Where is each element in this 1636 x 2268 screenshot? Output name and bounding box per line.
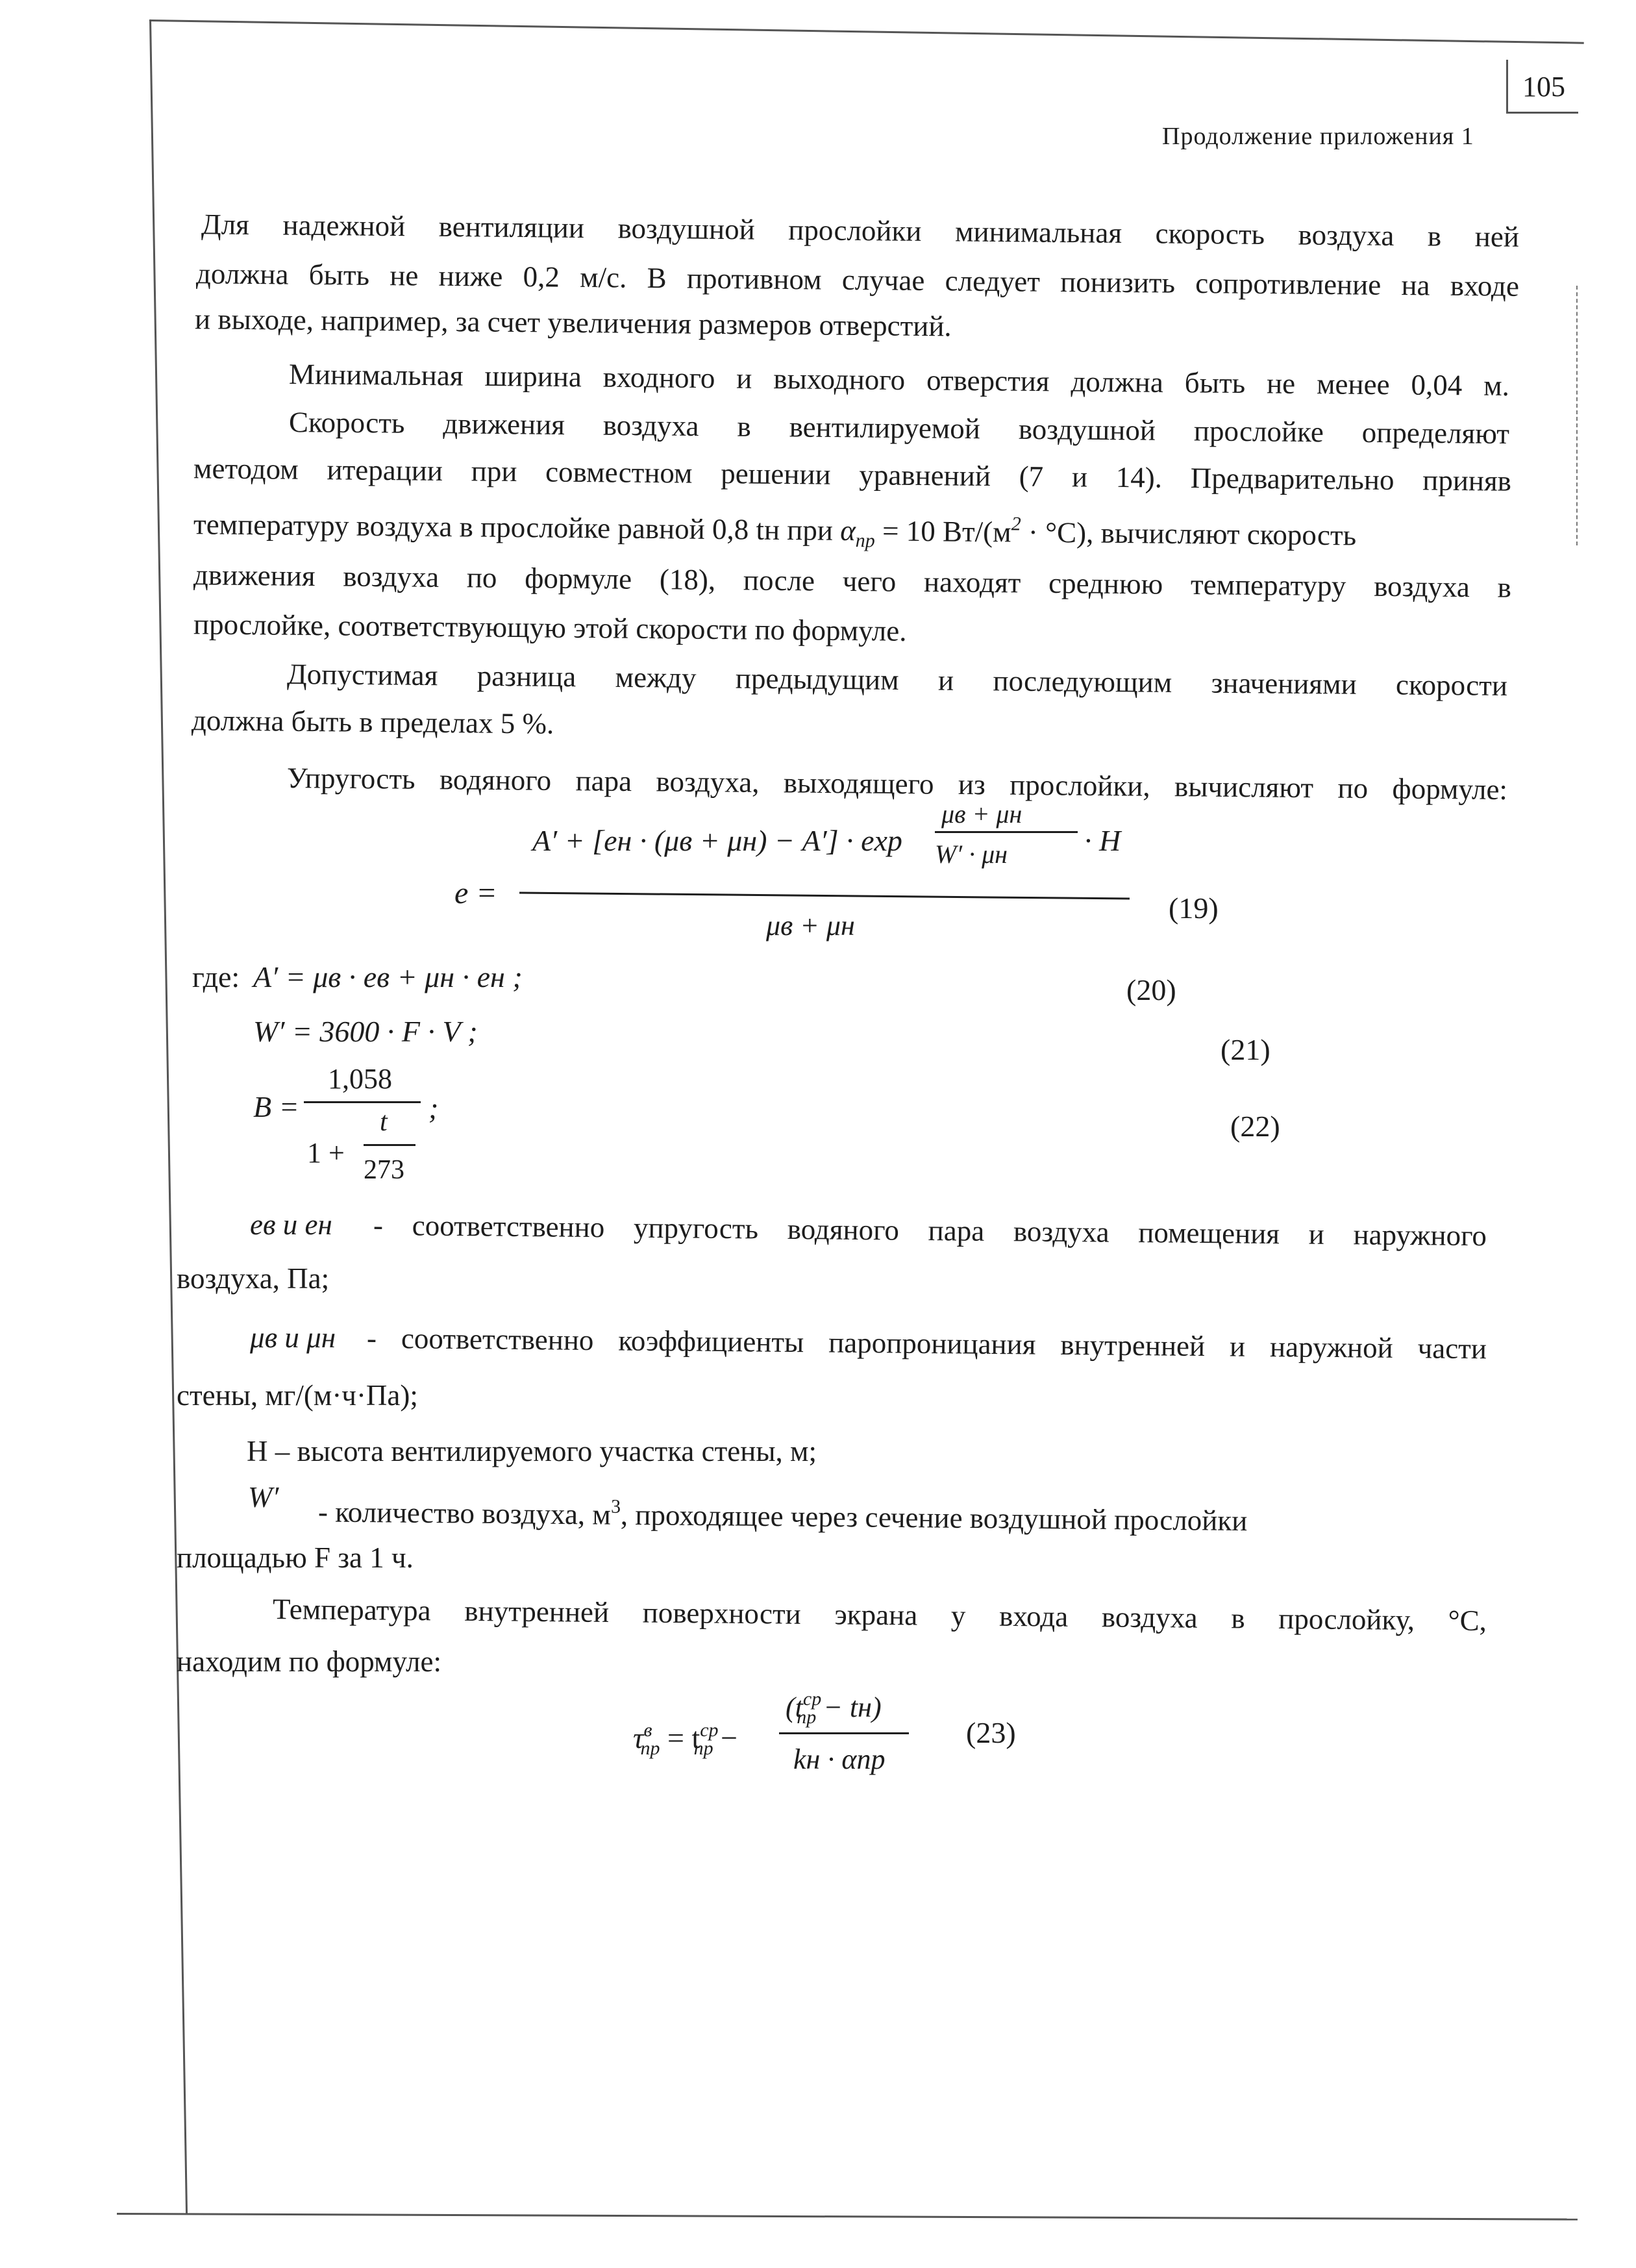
formula-23-numerator <box>786 1688 882 1728</box>
paragraph-3-line-3-text-a: температуру воздуха в прослойке равной 0,8 tн при <box>193 508 834 547</box>
definition-4-text-b: , проходящее через сечение воздушной прослойки <box>620 1498 1248 1538</box>
formula-22-lhs: B = <box>253 1090 299 1123</box>
equation-number-22: (22) <box>1230 1110 1280 1143</box>
formula-20: A′ = μв · eв + μн · eн ; <box>253 960 523 993</box>
formula-19-exp-denominator: W′ · μн <box>935 840 1008 869</box>
formula-19-exp-tail: · H <box>1084 824 1121 857</box>
formula-19-exp-fraction-line <box>935 831 1078 833</box>
formula-23-equals: = t <box>667 1721 700 1754</box>
alpha-subscript: пр <box>855 530 875 552</box>
paragraph-1-line-1: Для надежной вентиляции воздушной прослойки минимальная скорость воздуха в ней <box>201 208 1520 253</box>
alpha-symbol: α <box>839 514 856 547</box>
definition-1-symbols: eв и eн <box>250 1208 332 1241</box>
cubic-superscript: 3 <box>610 1495 621 1517</box>
formula-23-lhs <box>633 1719 737 1760</box>
paragraph-3-line-2: методом итерации при совместном решении уравнений (7 и 14). Предварительно приняв <box>193 452 1512 497</box>
continuation-header: Продолжение приложения 1 <box>1162 123 1474 150</box>
formula-23-num-t: (t <box>786 1691 803 1723</box>
definition-4-text-a: - количество воздуха, м <box>317 1495 612 1531</box>
definition-4-symbol: W′ <box>248 1481 279 1514</box>
definition-3: H – высота вентилируемого участка стены, м; <box>247 1435 817 1467</box>
formula-23-num-sub: пр <box>797 1706 817 1728</box>
equation-number-19: (19) <box>1169 891 1219 925</box>
where-label: где: <box>192 960 240 993</box>
definition-2-symbols: μв и μн <box>250 1321 336 1354</box>
equation-number-23: (23) <box>966 1716 1016 1749</box>
formula-22-numerator: 1,058 <box>328 1063 392 1095</box>
temperature-paragraph-line-2: находим по формуле: <box>177 1645 441 1678</box>
paragraph-4-line-1: Допустимая разница между предыдущим и последующим значениями скорости <box>286 657 1508 703</box>
page-frame-right <box>1576 286 1578 545</box>
t-subscript: пр <box>693 1738 713 1759</box>
formula-22-denominator-t: t <box>380 1107 388 1137</box>
definition-2-line-1: - соответственно коэффициенты паропроницания внутренней и наружной части <box>366 1321 1487 1365</box>
formula-23-num-tail: − tн) <box>823 1691 882 1723</box>
formula-19-exp-numerator: μв + μн <box>941 799 1022 829</box>
paragraph-4-line-2: должна быть в пределах 5 %. <box>191 704 554 740</box>
equation-number-20: (20) <box>1126 973 1176 1006</box>
definition-2-line-2: стены, мг/(м·ч·Па); <box>177 1379 418 1412</box>
definition-1-line-1: - соответственно упругость водяного пара воздуха помещения и наружного <box>373 1208 1487 1252</box>
paragraph-3-line-3-text-b: = 10 Вт/(м <box>882 514 1011 549</box>
formula-19-numerator: A′ + [eн · (μв + μн) − A′] · exp <box>532 824 902 857</box>
page-frame-left <box>149 19 188 2214</box>
tau-symbol: τ <box>633 1721 644 1754</box>
tau-subscript: пр <box>640 1738 660 1759</box>
paragraph-2: Минимальная ширина входного и выходного отверстия должна быть не менее 0,04 м. <box>288 357 1510 403</box>
formula-22-semicolon: ; <box>428 1091 439 1125</box>
formula-22-denominator-273: 273 <box>364 1155 404 1185</box>
formula-19-denominator: μв + μн <box>766 910 855 941</box>
formula-21: W′ = 3600 · F · V ; <box>253 1015 478 1048</box>
equation-number-21: (21) <box>1221 1033 1270 1066</box>
tau-superscript: в <box>643 1719 652 1741</box>
squared-superscript: 2 <box>1011 513 1021 535</box>
formula-19-lhs: e = <box>454 876 497 910</box>
paragraph-3-line-3-text-c: · °С), вычисляют скорость <box>1028 516 1357 552</box>
paragraph-3-line-4: движения воздуха по формуле (18), после чего находят среднюю температуру воздуха в <box>193 558 1512 604</box>
t-superscript: ср <box>700 1719 719 1741</box>
page-frame-bottom <box>117 2213 1578 2221</box>
definition-4-line-2: площадью F за 1 ч. <box>177 1541 414 1574</box>
paragraph-3-line-5: прослойке, соответствующую этой скорости по формуле. <box>193 608 907 647</box>
temperature-paragraph-line-1: Температура внутренней поверхности экрана у входа воздуха в прослойку, °С, <box>272 1593 1487 1637</box>
page-number: 105 <box>1522 71 1565 103</box>
paragraph-5: Упругость водяного пара воздуха, выходящего из прослойки, вычисляют по формуле: <box>286 761 1508 806</box>
page-frame-top <box>149 19 1584 44</box>
formula-23-minus: − <box>721 1721 738 1754</box>
formula-23-denominator: kн · αпр <box>793 1743 886 1775</box>
formula-23-num-sup: ср <box>802 1688 822 1710</box>
formula-22-inner-fraction-line <box>364 1144 415 1146</box>
formula-22-fraction-line <box>304 1101 421 1103</box>
paragraph-3-line-1: Скорость движения воздуха в вентилируемой воздушной прослойке определяют <box>288 405 1510 451</box>
paragraph-1-line-3: и выходе, например, за счет увеличения размеров отверстий. <box>194 303 952 343</box>
formula-19-fraction-line <box>519 891 1130 899</box>
formula-22-denominator-one: 1 + <box>307 1137 345 1169</box>
formula-23-fraction-line <box>779 1732 909 1734</box>
paragraph-1-line-2: должна быть не ниже 0,2 м/с. В противном случае следует понизить сопротивление на входе <box>195 257 1520 303</box>
definition-1-line-2: воздуха, Па; <box>177 1262 330 1295</box>
